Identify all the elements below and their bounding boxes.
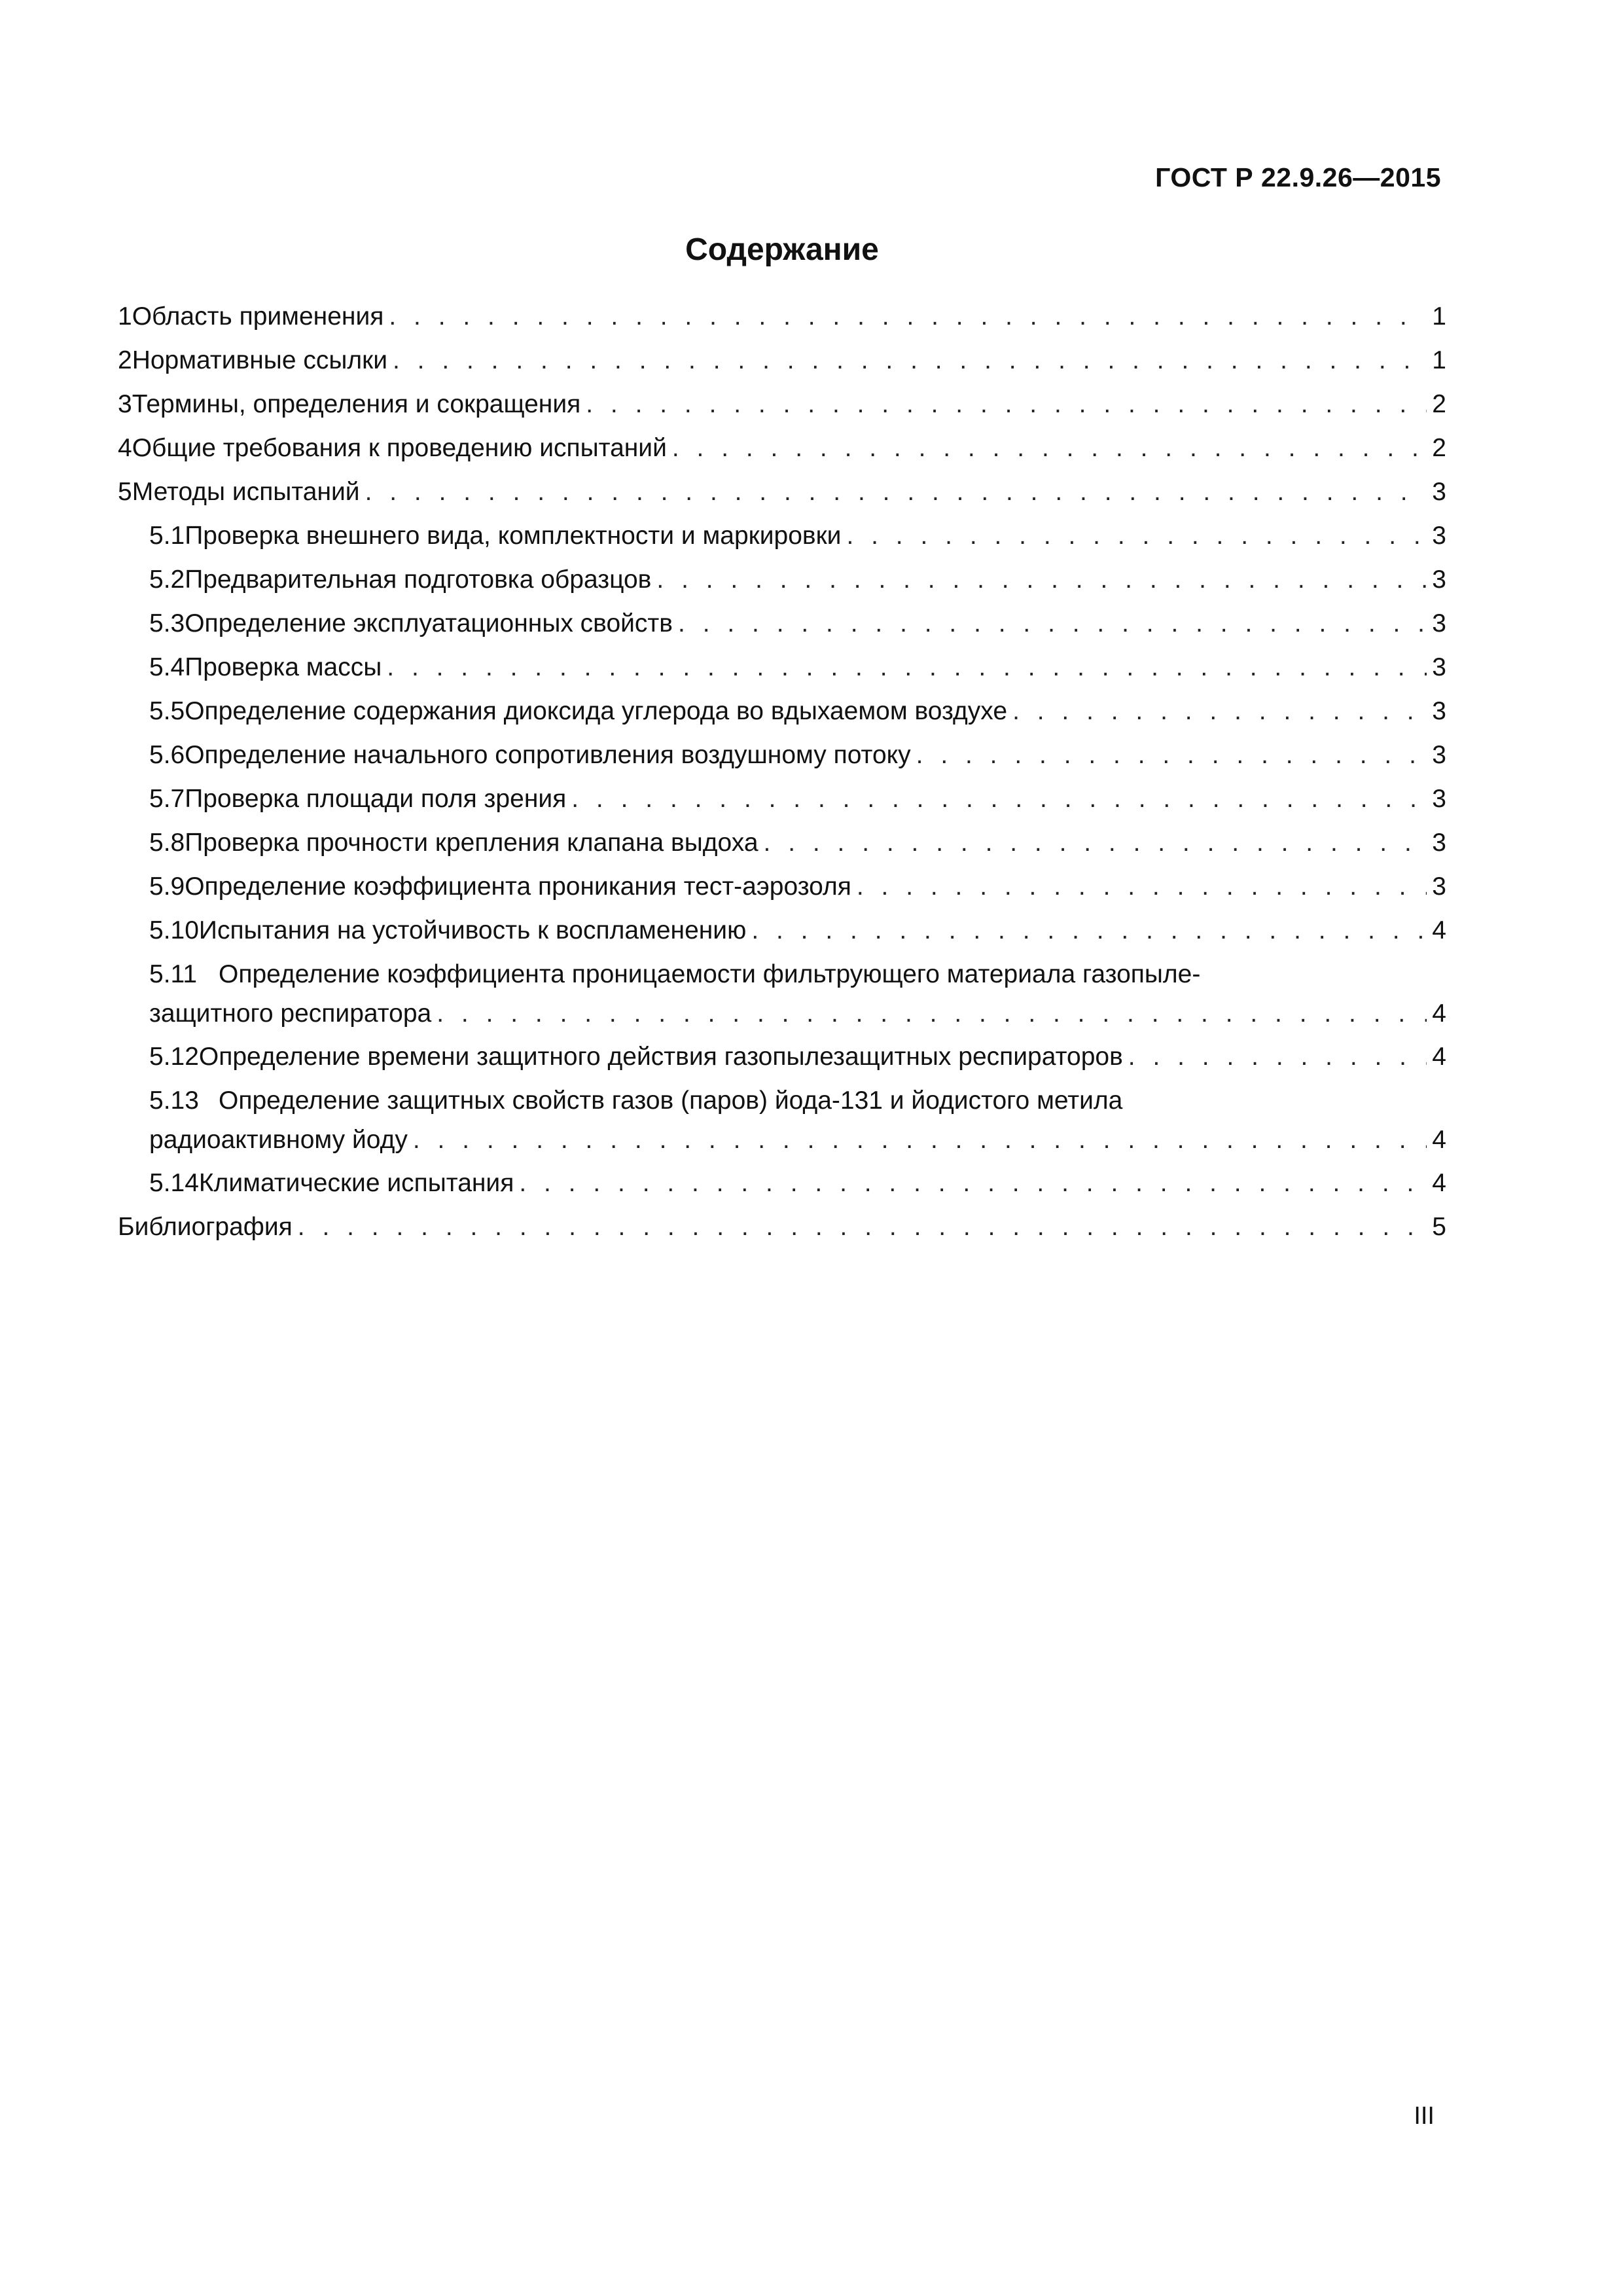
toc-title: Содержание — [685, 232, 879, 267]
table-of-contents — [118, 298, 1446, 1253]
toc-entry-number: 5.10 — [149, 916, 199, 944]
dot-leader — [857, 869, 1427, 905]
toc-entry-title: Область применения — [132, 302, 384, 331]
toc-entry-title: Определение коэффициента проницаемости фильтрующего материала газопыле- — [219, 960, 1201, 988]
dot-leader — [393, 342, 1427, 379]
toc-entry-title: Предварительная подготовка образцов — [185, 565, 652, 594]
toc-entry-5-1[interactable] — [118, 518, 1446, 562]
dot-leader — [916, 737, 1427, 774]
toc-entry-page: 4 — [1432, 1169, 1446, 1197]
toc-entry-number: 5.7 — [149, 785, 185, 813]
toc-entry-5[interactable] — [118, 474, 1446, 518]
toc-entry-title: Определение защитных свойств газов (паров) йода-131 и йодистого метила — [219, 1086, 1123, 1115]
toc-entry-5-4[interactable] — [118, 649, 1446, 693]
toc-entry-title: Определение времени защитного действия газопылезащитных респираторов — [198, 1043, 1123, 1071]
dot-leader — [656, 562, 1427, 598]
dot-leader — [751, 912, 1427, 949]
toc-entry-page: 3 — [1432, 785, 1446, 813]
dot-leader — [365, 474, 1427, 511]
toc-entry-number: 5.6 — [149, 741, 185, 769]
toc-entry-3[interactable] — [118, 386, 1446, 430]
toc-entry-number: 5.8 — [149, 829, 185, 857]
toc-entry-bibliography[interactable] — [118, 1209, 1446, 1253]
toc-entry-page: 3 — [1432, 829, 1446, 857]
toc-entry-title: Определение эксплуатационных свойств — [185, 609, 673, 637]
toc-entry-2[interactable] — [118, 342, 1446, 386]
toc-entry-page: 3 — [1432, 522, 1446, 550]
toc-entry-5-12[interactable] — [118, 1039, 1446, 1083]
dot-leader — [586, 386, 1427, 423]
toc-entry-number: 5.1 — [149, 522, 185, 550]
dot-leader — [389, 298, 1427, 335]
toc-entry-page: 3 — [1432, 741, 1446, 769]
toc-entry-5-6[interactable] — [118, 737, 1446, 781]
dot-leader — [1128, 1039, 1427, 1075]
dot-leader — [519, 1165, 1427, 1202]
toc-entry-number: 5 — [118, 478, 132, 506]
toc-entry-number: 2 — [118, 346, 132, 374]
toc-entry-title: Определение коэффициента проникания тест-аэрозоля — [185, 872, 851, 901]
toc-entry-number: 5.3 — [149, 609, 185, 637]
toc-entry-page: 3 — [1432, 872, 1446, 901]
toc-entry-title: Библиография — [118, 1213, 293, 1241]
toc-entry-title: Определение начального сопротивления воздушному потоку — [185, 741, 911, 769]
toc-entry-title-continued: защитного респиратора — [149, 999, 432, 1028]
dot-leader — [846, 518, 1427, 554]
toc-entry-5-3[interactable] — [118, 605, 1446, 649]
toc-entry-number: 5.14 — [149, 1169, 199, 1197]
toc-entry-5-8[interactable] — [118, 825, 1446, 869]
document-code: ГОСТ Р 22.9.26—2015 — [1155, 162, 1441, 192]
dot-leader — [413, 1122, 1427, 1158]
toc-entry-title: Климатические испытания — [198, 1169, 514, 1197]
toc-entry-number: 5.4 — [149, 653, 185, 681]
toc-entry-5-5[interactable] — [118, 693, 1446, 737]
toc-entry-page: 3 — [1432, 697, 1446, 725]
toc-entry-title: Термины, определения и сокращения — [132, 390, 581, 418]
toc-entry-page: 4 — [1432, 1126, 1446, 1154]
dot-leader — [1012, 693, 1427, 730]
dot-leader — [298, 1209, 1427, 1246]
toc-entry-5-2[interactable] — [118, 562, 1446, 605]
toc-entry-5-9[interactable] — [118, 869, 1446, 912]
toc-entry-4[interactable] — [118, 430, 1446, 474]
toc-entry-title: Методы испытаний — [132, 478, 360, 506]
toc-entry-number: 5.13 — [149, 1086, 199, 1115]
toc-entry-page: 4 — [1432, 999, 1446, 1028]
toc-entry-title: Определение содержания диоксида углерода во вдыхаемом воздухе — [185, 697, 1008, 725]
toc-entry-page: 3 — [1432, 653, 1446, 681]
toc-entry-5-10[interactable] — [118, 912, 1446, 956]
dot-leader — [678, 605, 1427, 642]
page-number: III — [1414, 2102, 1435, 2130]
toc-entry-title: Испытания на устойчивость к воспламенению — [198, 916, 747, 944]
toc-entry-5-7[interactable] — [118, 781, 1446, 825]
dot-leader — [571, 781, 1427, 817]
toc-entry-page: 3 — [1432, 565, 1446, 594]
toc-entry-5-14[interactable] — [118, 1165, 1446, 1209]
toc-entry-title: Проверка внешнего вида, комплектности и маркировки — [185, 522, 842, 550]
toc-entry-number: 1 — [118, 302, 132, 331]
toc-entry-number: 3 — [118, 390, 132, 418]
toc-entry-page: 1 — [1432, 346, 1446, 374]
toc-entry-1[interactable] — [118, 298, 1446, 342]
toc-entry-title: Проверка площади поля зрения — [185, 785, 567, 813]
toc-entry-title: Общие требования к проведению испытаний — [132, 434, 667, 462]
toc-entry-title-continued: радиоактивному йоду — [149, 1126, 408, 1154]
toc-entry-number: 5.9 — [149, 872, 185, 901]
dot-leader — [764, 825, 1427, 861]
toc-entry-title: Нормативные ссылки — [132, 346, 387, 374]
toc-entry-title: Проверка прочности крепления клапана выдоха — [185, 829, 758, 857]
toc-entry-page: 4 — [1432, 1043, 1446, 1071]
toc-entry-page: 3 — [1432, 609, 1446, 637]
toc-entry-number: 5.11 — [149, 960, 198, 988]
toc-entry-page: 2 — [1432, 434, 1446, 462]
toc-entry-page: 5 — [1432, 1213, 1446, 1241]
toc-entry-number: 4 — [118, 434, 132, 462]
toc-entry-page: 3 — [1432, 478, 1446, 506]
toc-entry-5-13[interactable] — [118, 1083, 1446, 1165]
toc-entry-5-11[interactable] — [118, 956, 1446, 1039]
toc-entry-title: Проверка массы — [185, 653, 382, 681]
toc-entry-number: 5.2 — [149, 565, 185, 594]
toc-entry-number: 5.5 — [149, 697, 185, 725]
toc-entry-page: 4 — [1432, 916, 1446, 944]
toc-entry-page: 2 — [1432, 390, 1446, 418]
dot-leader — [437, 996, 1427, 1032]
toc-entry-page: 1 — [1432, 302, 1446, 331]
toc-entry-number: 5.12 — [149, 1043, 199, 1071]
dot-leader — [672, 430, 1427, 467]
dot-leader — [387, 649, 1427, 686]
